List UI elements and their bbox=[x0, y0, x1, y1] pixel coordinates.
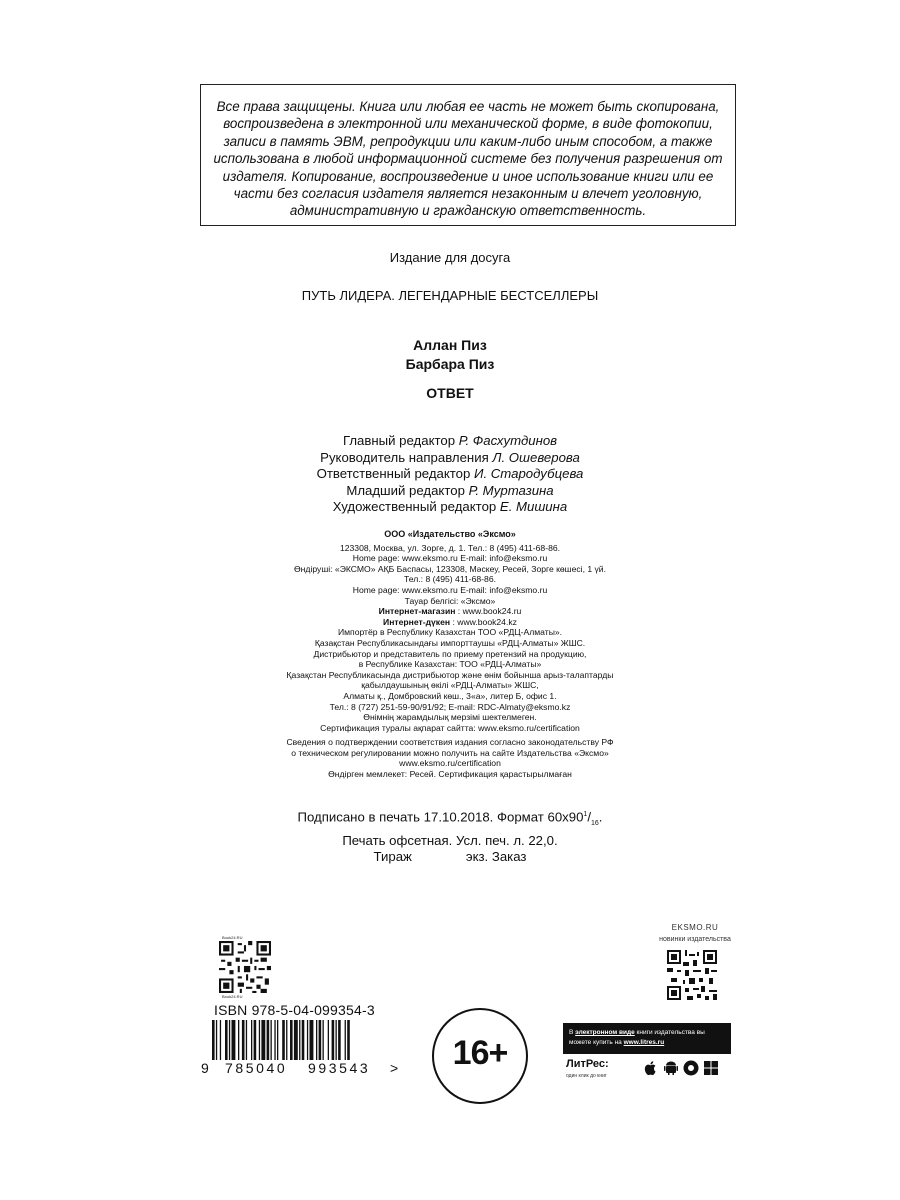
publisher-line: о техническом регулировании можно получить на сайте Издательства «Эксмо» bbox=[291, 747, 609, 758]
litres-logo: ЛитРес: bbox=[566, 1058, 609, 1070]
book-title: ОТВЕТ bbox=[426, 385, 474, 401]
publisher-line: Тел.: 8 (495) 411-68-86. bbox=[404, 574, 496, 585]
publisher-name: ООО «Издательство «Эксмо» bbox=[384, 529, 516, 539]
platform-icons bbox=[643, 1060, 719, 1076]
author-2: Барбара Пиз bbox=[405, 356, 495, 372]
shop-kz-line: Интернет-дүкен : www.book24.kz bbox=[383, 616, 517, 627]
barcode-digits-right: 993543 bbox=[308, 1060, 371, 1076]
edition-label: Издание для досуга bbox=[389, 250, 511, 265]
apple-icon bbox=[643, 1060, 659, 1076]
rights-notice-box bbox=[200, 84, 736, 226]
qr-caption-bottom: Book24.RU bbox=[222, 994, 243, 999]
windows-phone-icon bbox=[683, 1060, 699, 1076]
shop-line: Интернет-магазин : www.book24.ru bbox=[378, 606, 522, 617]
eksmo-subtitle: новинки издательства bbox=[659, 936, 731, 943]
publisher-line: қабылдаушының өкілі «РДЦ-Алматы» ЖШС, bbox=[361, 680, 539, 691]
book24-qr-block bbox=[214, 935, 274, 999]
editor-line: Ответственный редактор И. Стародубцева bbox=[316, 466, 584, 481]
print-line-2: Печать офсетная. Усл. печ. л. 22,0. bbox=[342, 832, 558, 848]
isbn: ISBN 978-5-04-099354-3 bbox=[214, 1002, 375, 1018]
print-line-3: Тираж экз. Заказ bbox=[373, 849, 527, 865]
publisher-line: Дистрибьютор и представитель по приему претензий на продукцию, bbox=[313, 648, 587, 659]
publisher-line: Сертификация туралы ақпарат сайтта: www.eksmo.ru/certification bbox=[320, 722, 580, 733]
eksmo-site: EKSMO.RU bbox=[671, 923, 719, 932]
publisher-line: Тауар белгісі: «Эксмо» bbox=[404, 595, 496, 606]
publisher-line: Импортёр в Республику Казахстан ТОО «РДЦ-Алматы». bbox=[337, 627, 563, 638]
android-icon bbox=[663, 1060, 679, 1076]
editor-line: Младший редактор Р. Муртазина bbox=[346, 482, 554, 498]
publisher-line: Өндірген мемлекет: Ресей. Сертификация қарастырылмаған bbox=[328, 769, 572, 780]
publisher-line: Қазақстан Республикасындағы импорттаушы «РДЦ-Алматы» ЖШС. bbox=[314, 637, 586, 648]
editor-line: Руководитель направления Л. Ошеверова bbox=[320, 449, 580, 465]
print-info bbox=[0, 807, 900, 866]
publisher-line: Өндіруші: «ЭКСМО» АҚБ Баспасы, 123308, Мәскеу, Ресей, Зорге көшесі, 1 үй. bbox=[294, 563, 606, 574]
barcode-digits-left: 785040 bbox=[225, 1060, 288, 1076]
litres-slogan: один клик до книг bbox=[566, 1073, 607, 1079]
publisher-line: в Республике Казахстан: ТОО «РДЦ-Алматы» bbox=[358, 659, 542, 670]
qr-code-icon bbox=[219, 941, 271, 993]
qr-caption-top: Book24.RU bbox=[222, 935, 243, 940]
age-rating: 16+ bbox=[452, 1034, 508, 1072]
publisher-line: Өнімнің жарамдылық мерзімі шектелмеген. bbox=[363, 712, 537, 723]
rights-notice-text: Все права защищены. Книга или любая ее часть не может быть скопирована, воспроизведена в электронной или механической форме, в виде фотокопии, записи в память ЭВМ, репродукции или каким-либо иным способом, а также использована в любой информационной системе без получения разрешения от издателя. Копирование, воспроизведение и иное использование книги или ее части без согласия издателя является незаконным и влечет уголовную, административную и гражданскую ответственность. bbox=[213, 99, 723, 219]
publisher-line: Қазақстан Республикасында дистрибьютор және өнім бойынша арыз-талаптарды bbox=[286, 669, 614, 680]
print-line-1: Подписано в печать 17.10.2018. Формат $60х90^1/_{16}$. bbox=[297, 809, 603, 828]
eksmo-qr-code-icon bbox=[667, 950, 717, 1000]
editors-list bbox=[0, 433, 900, 516]
publisher-line: www.eksmo.ru/certification bbox=[399, 758, 501, 769]
publisher-line: 123308, Москва, ул. Зорге, д. 1. Тел.: 8 (495) 411-68-86. bbox=[339, 542, 561, 553]
author-1: Аллан Пиз bbox=[413, 337, 487, 353]
publisher-line: Сведения о подтверждении соответствия издания согласно законодательству РФ bbox=[286, 737, 614, 748]
editor-line: Главный редактор Р. Фасхутдинов bbox=[342, 433, 558, 448]
publisher-line: Home page: www.eksmo.ru E-mail: info@eksmo.ru bbox=[352, 584, 548, 595]
eksmo-qr-block bbox=[656, 922, 734, 946]
windows-icon bbox=[703, 1060, 719, 1076]
barcode-digit-prefix: 9 bbox=[201, 1060, 209, 1076]
litres-banner: В электронном виде книги издательства вы можете купить на www.litres.ru bbox=[563, 1023, 731, 1054]
publisher-line: Тел.: 8 (727) 251-59-90/91/92; E-mail: RDC-Almaty@eksmo.kz bbox=[329, 701, 571, 712]
series-title: ПУТЬ ЛИДЕРА. ЛЕГЕНДАРНЫЕ БЕСТСЕЛЛЕРЫ bbox=[301, 288, 599, 303]
publisher-info bbox=[0, 529, 900, 780]
publisher-line: Home page: www.eksmo.ru E-mail: info@eksmo.ru bbox=[352, 553, 548, 564]
barcode-digit-suffix: > bbox=[390, 1060, 399, 1076]
age-rating-stamp bbox=[432, 1008, 528, 1104]
editor-line: Художественный редактор Е. Мишина bbox=[332, 499, 568, 514]
publisher-line: Алматы қ., Домбровский көш., 3«а», литер Б, офис 1. bbox=[343, 690, 557, 701]
